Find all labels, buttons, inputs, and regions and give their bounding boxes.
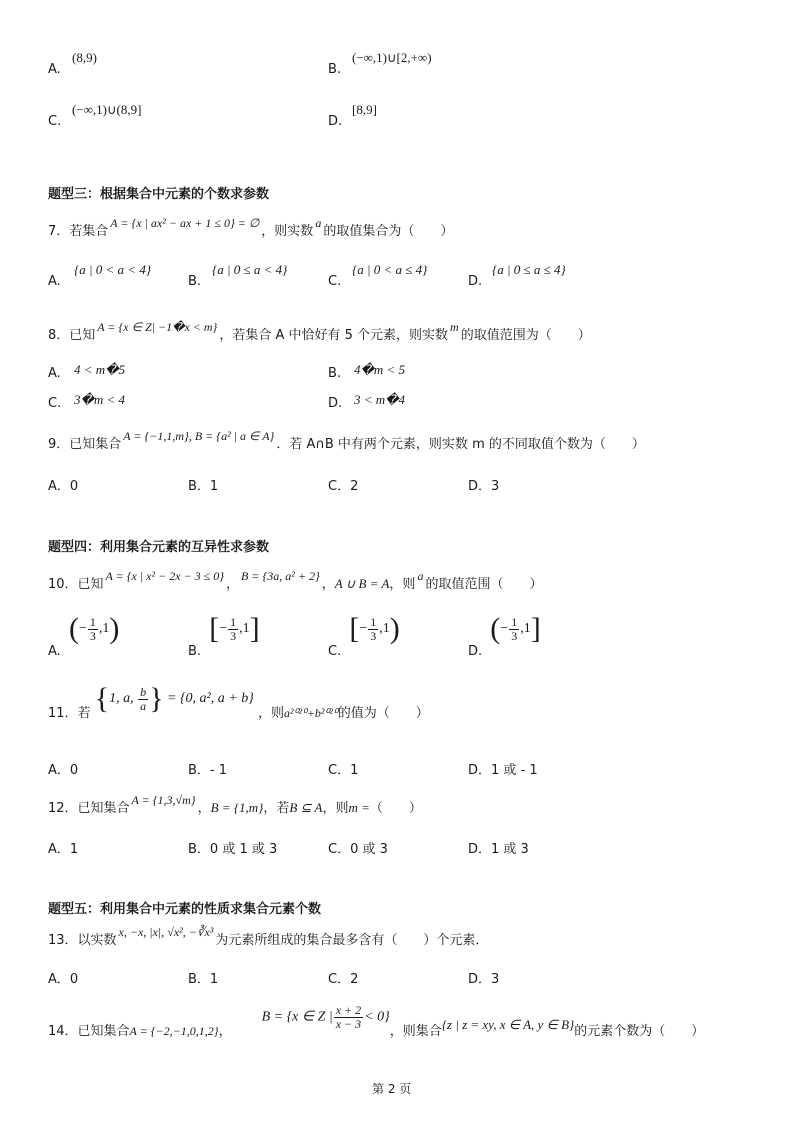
q8-set-math: A = {x ∈ Z| −1�x < m} (97, 320, 218, 334)
q13-suffix: 为元素所组成的集合最多含有（ ）个元素． (215, 933, 489, 948)
q10-option-a (48, 612, 120, 659)
question-7 (48, 216, 454, 239)
q8-option-c-label: C. (48, 396, 62, 411)
q11-option-c-label: C． (328, 763, 351, 778)
q10-option-c (328, 612, 400, 659)
q9-option-d-label: D． (468, 479, 492, 494)
q8-mid: ，若集合 A 中恰好有 5 个元素，则实数 (219, 328, 449, 343)
q11-option-c-value: 1 (350, 763, 359, 778)
q9-option-c (328, 475, 358, 494)
q11-option-b (188, 759, 227, 778)
q8-var: m (450, 320, 459, 334)
q14-set-a-math: A = {−2,−1,0,1,2} (129, 1024, 219, 1038)
q7-set-math: A = {x | ax² − ax + 1 ≤ 0} = ∅ (110, 216, 260, 230)
q7-var: a (315, 216, 322, 230)
q13-option-a-value: 0 (69, 972, 79, 987)
q13-option-a-label: A． (48, 972, 70, 987)
q10-option-a-label: A. (48, 643, 61, 659)
q10-union-math: A ∪ B = A (334, 576, 390, 591)
q10-option-d (468, 612, 541, 659)
q9-option-b (188, 475, 218, 494)
q11-suffix: 的值为（ ） (337, 705, 429, 721)
q14-set-b-math (262, 1004, 390, 1031)
q13-option-d (468, 968, 499, 987)
q7-option-c-math: {a | 0 < a ≤ 4} (352, 262, 428, 277)
q10-option-c-label: C. (328, 643, 342, 659)
q10-a-fraction (88, 616, 98, 643)
q9-option-a (48, 475, 78, 494)
q12-option-c-label: C． (328, 842, 351, 857)
q13-option-d-label: D． (468, 972, 492, 987)
q14-set-b-right: < 0} (364, 1009, 390, 1025)
q14-set-b-left: B = {x ∈ Z | (261, 1009, 333, 1025)
q10-d-close: ] (530, 612, 541, 645)
q12-option-d (468, 838, 529, 857)
section-4-heading: 题型四：利用集合元素的互异性求参数 (48, 540, 270, 555)
q10-b-open: [ (209, 612, 220, 645)
q7-mid: ，则实数 (261, 224, 314, 239)
q11-option-d (468, 759, 538, 778)
q10-a-frac-den: 3 (89, 628, 96, 643)
q10-mid: ，则 (389, 577, 416, 592)
q10-option-a-math (69, 614, 119, 644)
q13-elements-math: x, −x, |x|, √x², −∛x³ (118, 925, 214, 939)
q11-option-a-value: 0 (69, 763, 79, 778)
q10-d-neg: − (500, 621, 509, 637)
q10-c-neg: − (359, 621, 368, 637)
q9-prefix: 9．已知集合 (48, 437, 122, 452)
q12-option-b (188, 838, 277, 857)
q10-c-open: [ (349, 612, 360, 645)
q9-option-d-value: 3 (491, 479, 500, 494)
q9-option-a-value: 0 (69, 479, 79, 494)
q10-option-b-label: B. (188, 643, 202, 659)
q7-option-d-math: {a | 0 ≤ a ≤ 4} (492, 262, 566, 277)
q7-option-b-label: B. (188, 274, 202, 289)
section-5-heading: 题型五：利用集合中元素的性质求集合元素个数 (48, 902, 322, 917)
q12-option-d-label: D． (468, 842, 492, 857)
q8-option-d-math: 3 < m�4 (354, 392, 405, 407)
q10-d-tail: ,1 (520, 621, 531, 637)
q6-option-b-math: (−∞,1)∪[2,+∞) (352, 50, 432, 65)
q14-suffix: 的元素个数为（ ） (574, 1024, 705, 1039)
q13-option-c (328, 968, 358, 987)
q10-option-d-label: D. (468, 643, 483, 659)
q12-option-b-value: 0 或 1 或 3 (209, 842, 278, 857)
q13-prefix: 13．以实数 (48, 933, 117, 948)
q10-a-tail: ,1 (98, 621, 110, 637)
q6-option-c-label: C. (48, 114, 62, 129)
q11-option-c (328, 759, 358, 778)
q10-option-b-math (209, 614, 259, 644)
q11-option-b-label: B． (188, 763, 210, 778)
question-8 (48, 320, 591, 343)
q11-frac-num: b (140, 684, 147, 699)
q13-option-b-label: B． (188, 972, 210, 987)
q6-option-a-label: A. (48, 62, 61, 77)
q12-option-c (328, 838, 388, 857)
q11-option-a (48, 759, 78, 778)
q10-a-open: ( (68, 612, 79, 645)
q13-option-c-label: C． (328, 972, 351, 987)
q10-sep-1: ， (226, 577, 240, 592)
question-11 (48, 682, 429, 721)
q6-option-b-label: B. (328, 62, 342, 77)
q8-option-d-label: D. (328, 396, 343, 411)
q6-option-d-math: [8,9] (352, 102, 377, 117)
q9-option-b-value: 1 (209, 479, 219, 494)
q12-subset-math: B ⊆ A (289, 800, 323, 815)
q8-option-b-math: 4�m < 5 (354, 362, 405, 377)
q13-option-a (48, 968, 78, 987)
q11-math-left: 1, a, (109, 691, 138, 707)
question-13 (48, 925, 489, 948)
q10-option-d-math (490, 614, 540, 644)
q7-option-b-math: {a | 0 ≤ a < 4} (212, 262, 288, 277)
q13-option-b-value: 1 (209, 972, 219, 987)
q10-var: a (417, 569, 424, 583)
q10-c-fraction (368, 616, 378, 643)
q12-option-d-value: 1 或 3 (491, 842, 529, 857)
q12-suffix: （ ） (369, 801, 422, 816)
q10-c-tail: ,1 (379, 621, 390, 637)
q11-option-a-label: A． (48, 763, 70, 778)
q12-set-a-math: A = {1,3,√m} (131, 793, 196, 807)
q11-option-d-value: 1 或 - 1 (491, 763, 538, 778)
q12-option-c-value: 0 或 3 (350, 842, 388, 857)
question-10 (48, 569, 543, 592)
q10-b-neg: − (219, 621, 228, 637)
q7-prefix: 7．若集合 (48, 224, 109, 239)
q14-frac-den: x − 3 (335, 1017, 362, 1031)
q8-option-b-label: B. (328, 366, 342, 381)
q11-fraction (138, 686, 148, 713)
q14-mid: ，则集合 (389, 1024, 442, 1039)
q11-option-d-label: D． (468, 763, 492, 778)
q11-expr: a²⁰²⁰+b²⁰²⁰ (283, 705, 338, 720)
q10-a-close: ) (109, 612, 120, 645)
q10-suffix: 的取值范围（ ） (425, 577, 543, 592)
q12-option-a (48, 838, 78, 857)
q10-a-frac-num: 1 (89, 614, 96, 629)
question-14 (48, 1003, 705, 1039)
q9-set-math: A = {−1,1,m}, B = {a² | a ∈ A} (123, 429, 275, 443)
q10-b-tail: ,1 (239, 621, 250, 637)
q10-prefix: 10．已知 (48, 577, 104, 592)
q12-option-a-value: 1 (69, 842, 79, 857)
q12-m-equals: m = (348, 800, 370, 815)
q8-suffix: 的取值范围为（ ） (460, 328, 591, 343)
q14-set-z-math: {z | z = xy, x ∈ A, y ∈ B} (441, 1017, 575, 1032)
q7-option-a-math: {a | 0 < a < 4} (74, 262, 152, 277)
q12-sep: ， (197, 801, 211, 816)
q10-d-open: ( (490, 612, 501, 645)
q6-option-a-math: (8,9) (72, 50, 97, 65)
q12-prefix: 12．已知集合 (48, 801, 130, 816)
q12-option-a-label: A． (48, 842, 70, 857)
q14-fraction (334, 1004, 363, 1031)
q11-math-right: = {0, a², a + b} (167, 691, 254, 707)
q10-b-frac-num: 1 (230, 614, 237, 629)
q10-d-frac-den: 3 (511, 628, 518, 643)
q9-option-c-value: 2 (350, 479, 359, 494)
q10-set-b-math: B = {3a, a² + 2} (241, 569, 320, 583)
q10-b-frac-den: 3 (230, 628, 237, 643)
q11-brace-open: { (94, 682, 110, 715)
question-12 (48, 793, 422, 816)
q8-option-c-math: 3�m < 4 (74, 392, 125, 407)
q10-b-close: ] (249, 612, 260, 645)
q14-prefix: 14．已知集合 (48, 1024, 130, 1039)
section-3-heading: 题型三：根据集合中元素的个数求参数 (48, 187, 270, 202)
q11-mid: ，则 (257, 705, 284, 721)
q10-sep-2: ， (321, 577, 335, 592)
q10-d-fraction (509, 616, 519, 643)
q14-frac-num: x + 2 (335, 1003, 362, 1017)
q8-prefix: 8．已知 (48, 328, 96, 343)
q12-option-b-label: B． (188, 842, 210, 857)
q10-set-a-math: A = {x | x² − 2x − 3 ≤ 0} (105, 569, 225, 583)
q11-prefix: 11．若 (48, 705, 91, 721)
q11-brace-close: } (149, 682, 164, 715)
q9-option-b-label: B． (188, 479, 210, 494)
q14-sep: ， (218, 1024, 232, 1039)
q8-option-a-label: A. (48, 366, 61, 381)
q11-math (95, 684, 254, 714)
q9-option-c-label: C． (328, 479, 351, 494)
q10-c-frac-den: 3 (370, 628, 377, 643)
q12-mid: ，若 (263, 801, 290, 816)
question-9 (48, 429, 645, 452)
q7-suffix: 的取值集合为（ ） (323, 224, 454, 239)
q10-c-close: ) (389, 612, 400, 645)
q9-option-a-label: A． (48, 479, 70, 494)
q11-option-b-value: - 1 (209, 763, 228, 778)
q7-option-a-label: A. (48, 274, 61, 289)
q10-b-fraction (228, 616, 238, 643)
q13-option-c-value: 2 (350, 972, 359, 987)
q10-a-neg: − (78, 621, 87, 637)
q13-option-b (188, 968, 218, 987)
q6-option-d-label: D. (328, 114, 343, 129)
q7-option-d-label: D. (468, 274, 483, 289)
q10-d-frac-num: 1 (511, 614, 518, 629)
q12-set-b-math: B = {1,m} (210, 800, 264, 815)
q9-suffix: ．若 A∩B 中有两个元素，则实数 m 的不同取值个数为（ ） (276, 437, 645, 452)
q12-mid2: ，则 (322, 801, 349, 816)
q10-option-b (188, 612, 260, 659)
q6-option-c-math: (−∞,1)∪(8,9] (72, 102, 142, 117)
q10-option-c-math (349, 614, 399, 644)
q10-c-frac-num: 1 (370, 614, 377, 629)
q9-option-d (468, 475, 499, 494)
q13-option-d-value: 3 (491, 972, 500, 987)
q8-option-a-math: 4 < m�5 (74, 362, 125, 377)
page-number: 第 2 页 (372, 1082, 412, 1096)
q11-frac-den: a (140, 698, 147, 713)
q7-option-c-label: C. (328, 274, 342, 289)
